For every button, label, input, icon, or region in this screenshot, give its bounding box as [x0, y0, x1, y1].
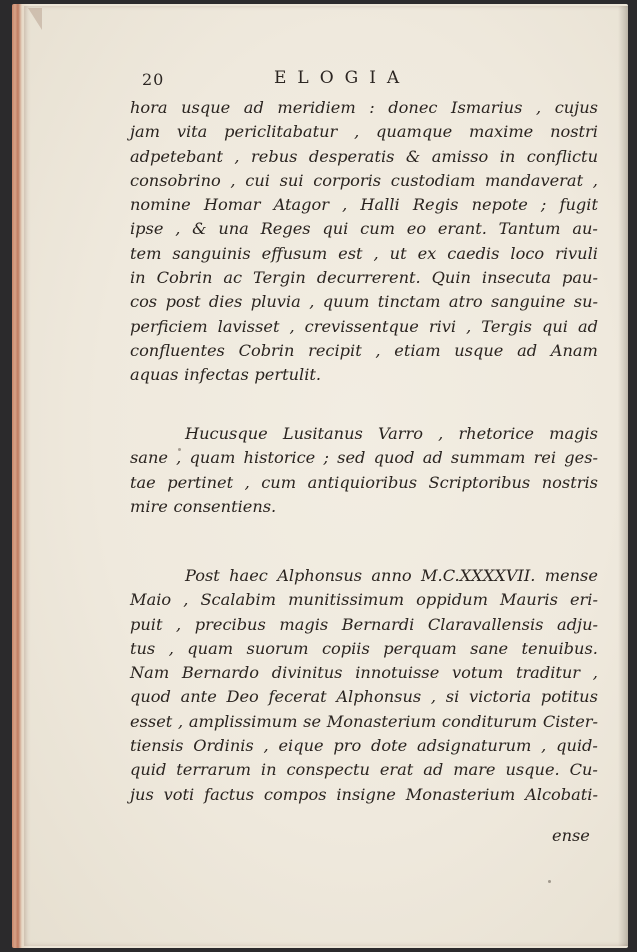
word: Anam: [550, 340, 598, 360]
word: Cister-: [542, 711, 598, 731]
word: haec: [229, 566, 268, 585]
text-line: [130, 266, 598, 290]
word: in: [130, 268, 146, 288]
word: usque: [181, 98, 231, 117]
word: innotuisse: [355, 663, 440, 683]
word: ,: [592, 663, 598, 683]
word: aquas: [130, 365, 179, 385]
word: ut: [389, 243, 407, 263]
word: insecuta: [481, 268, 552, 288]
word: antiquioribus: [307, 472, 418, 492]
word: quam: [189, 448, 236, 468]
text-line: [130, 495, 598, 519]
word: erant.: [437, 219, 487, 239]
word: ad: [517, 340, 538, 360]
word: tiensis: [130, 736, 184, 756]
word: ,: [592, 170, 598, 190]
word: crevissentque: [304, 316, 419, 336]
word: corporis: [313, 170, 382, 190]
word: au-: [572, 219, 598, 239]
word: dies: [208, 292, 243, 312]
word: historice: [243, 448, 316, 468]
word: traditur: [515, 663, 581, 683]
word: amplissimum: [188, 711, 298, 731]
word: ac: [223, 268, 243, 288]
word: Homar: [203, 195, 261, 215]
word: quum: [322, 292, 370, 312]
word: ,: [373, 243, 379, 263]
word: quam: [187, 638, 234, 658]
word: est: [338, 243, 363, 263]
text-line: [130, 96, 598, 120]
word: jus: [130, 784, 154, 804]
word: tinctam: [377, 292, 441, 312]
word: jam: [130, 122, 161, 142]
word: quod: [130, 687, 171, 707]
word: meridiem: [277, 98, 356, 117]
word: Monasterium: [326, 711, 437, 731]
word: Ismarius: [451, 98, 523, 117]
word: perquam: [383, 638, 457, 658]
word: Regis: [412, 195, 459, 215]
word: consobrino: [130, 170, 221, 190]
word: consentiens.: [173, 496, 277, 516]
text-line: [130, 217, 598, 241]
word: su-: [573, 292, 598, 312]
word: conspectu: [286, 760, 370, 780]
text-line: [130, 685, 598, 709]
word: Atagor: [273, 195, 329, 215]
word: atro: [448, 292, 483, 312]
text-line: [130, 120, 598, 144]
text-line: [130, 446, 598, 470]
text-line: [130, 564, 598, 588]
word: fugit: [559, 195, 598, 215]
word: anno: [371, 566, 412, 585]
word: desperatis: [308, 146, 395, 166]
text-line: [130, 145, 598, 169]
word: Reges: [260, 219, 311, 239]
word: Post: [185, 566, 220, 585]
paragraph-3: [130, 564, 598, 807]
word: cos: [130, 292, 158, 312]
text-line: [130, 193, 598, 217]
word: divinitus: [271, 663, 343, 683]
word: Tergis: [481, 316, 532, 336]
word: in: [499, 146, 516, 166]
word: Monasterium: [405, 784, 516, 804]
word: donec: [388, 98, 438, 117]
word: ,: [535, 98, 542, 117]
word: infectas: [184, 365, 249, 385]
word: erat: [379, 760, 414, 780]
word: :: [369, 98, 375, 117]
word: effusum: [261, 243, 328, 263]
word: sane: [130, 448, 168, 468]
word: cujus: [554, 98, 598, 117]
page-header: [142, 70, 472, 94]
word: esset: [130, 711, 173, 731]
text-line: [130, 758, 598, 782]
word: ,: [289, 316, 295, 336]
word: ,: [244, 472, 250, 492]
word: precibus: [194, 614, 266, 634]
word: sanguinis: [172, 243, 251, 263]
word: terrarum: [176, 760, 251, 780]
word: periclitabatur: [224, 122, 338, 142]
word: ,: [183, 590, 189, 610]
word: magis: [279, 614, 329, 634]
word: factus: [204, 784, 255, 804]
page-number: 20: [142, 70, 165, 89]
word: compos: [263, 784, 327, 804]
word: magis: [549, 424, 598, 443]
word: ipse: [130, 219, 164, 239]
word: tenuibus.: [521, 638, 598, 658]
word: tae: [130, 472, 156, 492]
word: potitus: [540, 687, 598, 707]
word: nomine: [130, 195, 191, 215]
text-line: [130, 315, 598, 339]
word: rebus: [251, 146, 298, 166]
word: una: [218, 219, 249, 239]
word: Cobrin: [238, 340, 295, 360]
word: conflictu: [526, 146, 598, 166]
word: summam: [450, 448, 526, 468]
word: fecerat: [268, 687, 327, 707]
word: ante: [180, 687, 217, 707]
page-corner-crease: [28, 8, 42, 30]
word: ,: [309, 292, 315, 312]
word: voti: [163, 784, 195, 804]
text-line: [130, 339, 598, 363]
word: ,: [375, 340, 381, 360]
text-line: [130, 471, 598, 495]
word: Bernardo: [181, 663, 260, 683]
word: cum: [261, 472, 297, 492]
word: ,: [541, 736, 547, 756]
word: Alcobati-: [525, 784, 598, 804]
word: pro: [333, 736, 362, 756]
word: ,: [342, 195, 348, 215]
text-line: [130, 710, 598, 734]
word: Lusitanus: [282, 424, 363, 443]
word: adsignaturum: [416, 736, 532, 756]
word: usque.: [505, 760, 560, 780]
word: rivi: [428, 316, 457, 336]
word: ;: [323, 448, 329, 468]
word: Cobrin: [156, 268, 213, 288]
text-line: [130, 613, 598, 637]
word: ,: [176, 614, 182, 634]
word: loco: [510, 243, 545, 263]
word: rivuli: [555, 243, 598, 263]
text-line: [130, 363, 598, 387]
word: ad: [423, 760, 444, 780]
word: Claravallensis: [427, 614, 544, 634]
word: cui: [245, 170, 270, 190]
word: sed: [337, 448, 366, 468]
word: Deo: [226, 687, 259, 707]
word: pau-: [562, 268, 598, 288]
word: ad: [422, 448, 443, 468]
word: oppidum: [416, 590, 488, 610]
word: etiam: [394, 340, 441, 360]
word: ,: [177, 711, 184, 731]
text-line: [130, 734, 598, 758]
word: suorum: [246, 638, 309, 658]
word: vita: [176, 122, 208, 142]
word: maxime: [469, 122, 534, 142]
word: caedis: [447, 243, 500, 263]
word: Tergin: [253, 268, 306, 288]
word: decurrerent.: [316, 268, 421, 288]
word: ,: [234, 146, 240, 166]
word: ,: [354, 122, 360, 142]
word: eo: [406, 219, 427, 239]
word: sanguine: [491, 292, 566, 312]
word: recipit: [308, 340, 362, 360]
word: pertinet: [167, 472, 234, 492]
word: qui: [322, 219, 349, 239]
word: Tantum: [498, 219, 561, 239]
word: Ordinis: [193, 736, 254, 756]
word: M.C.XXXXVII.: [420, 566, 536, 585]
text-line: [130, 422, 598, 446]
word: quid-: [556, 736, 598, 756]
word: ,: [176, 448, 182, 468]
word: Maio: [130, 590, 172, 610]
running-title: ELOGIA: [274, 68, 411, 88]
catchword: ense: [552, 826, 590, 845]
word: tus: [130, 638, 156, 658]
word: conditurum: [441, 711, 538, 731]
word: victoria: [468, 687, 532, 707]
word: eique: [278, 736, 324, 756]
word: munitissimum: [288, 590, 405, 610]
page-gutter-shadow: [618, 6, 628, 946]
word: tem: [130, 243, 162, 263]
word: dote: [371, 736, 408, 756]
word: sui: [279, 170, 304, 190]
word: ,: [230, 170, 236, 190]
word: ex: [417, 243, 437, 263]
word: eri-: [569, 590, 598, 610]
word: adju-: [557, 614, 598, 634]
text-line: [130, 242, 598, 266]
word: nepote: [471, 195, 528, 215]
word: Quin: [431, 268, 471, 288]
word: ad: [577, 316, 598, 336]
word: se: [303, 711, 322, 731]
word: Scriptoribus: [428, 472, 531, 492]
word: lavisset: [217, 316, 280, 336]
word: nostris: [541, 472, 598, 492]
word: rhetorice: [458, 424, 534, 443]
word: Varro: [377, 424, 424, 443]
word: ,: [175, 219, 181, 239]
word: Halli: [360, 195, 400, 215]
word: sane: [470, 638, 509, 658]
word: mare: [453, 760, 496, 780]
word: cum: [360, 219, 395, 239]
word: mandaverat: [485, 170, 584, 190]
word: ,: [168, 638, 174, 658]
word: ,: [466, 316, 472, 336]
word: si: [445, 687, 460, 707]
word: rei: [533, 448, 557, 468]
word: Hucusque: [185, 424, 268, 443]
paragraph-1: [130, 96, 598, 388]
word: votum: [452, 663, 504, 683]
word: quamque: [376, 122, 453, 142]
word: mense: [544, 566, 598, 585]
word: Scalabim: [200, 590, 276, 610]
word: amisso: [431, 146, 489, 166]
word: mire: [130, 496, 168, 516]
word: &: [405, 146, 421, 166]
text-line: [130, 588, 598, 612]
word: post: [165, 292, 201, 312]
word: &: [192, 219, 207, 239]
word: ,: [430, 687, 437, 707]
text-line: [130, 783, 598, 807]
word: copiis: [321, 638, 370, 658]
paragraph-2: [130, 422, 598, 519]
word: Bernardi: [341, 614, 415, 634]
word: adpetebant: [130, 146, 223, 166]
text-line: [130, 169, 598, 193]
word: pluvia: [250, 292, 301, 312]
word: Alphonsus: [277, 566, 363, 585]
word: Nam: [130, 663, 170, 683]
word: quod: [373, 448, 415, 468]
word: pertulit.: [254, 365, 322, 385]
text-line: [130, 661, 598, 685]
text-line: [130, 290, 598, 314]
word: ;: [540, 195, 547, 215]
word: Alphonsus: [336, 687, 422, 707]
word: in: [260, 760, 277, 780]
word: ad: [243, 98, 264, 117]
word: insigne: [336, 784, 396, 804]
word: hora: [130, 98, 168, 117]
word: ,: [263, 736, 269, 756]
word: perficiem: [130, 316, 208, 336]
text-line: [130, 637, 598, 661]
word: confluentes: [130, 340, 225, 360]
word: custodiam: [390, 170, 476, 190]
word: ges-: [564, 448, 598, 468]
word: Mauris: [500, 590, 558, 610]
word: quid: [130, 760, 167, 780]
word: qui: [542, 316, 568, 336]
paper-speck: [548, 880, 551, 883]
word: usque: [454, 340, 504, 360]
word: Cu-: [569, 760, 598, 780]
word: puit: [130, 614, 163, 634]
word: nostri: [550, 122, 598, 142]
word: ,: [438, 424, 444, 443]
